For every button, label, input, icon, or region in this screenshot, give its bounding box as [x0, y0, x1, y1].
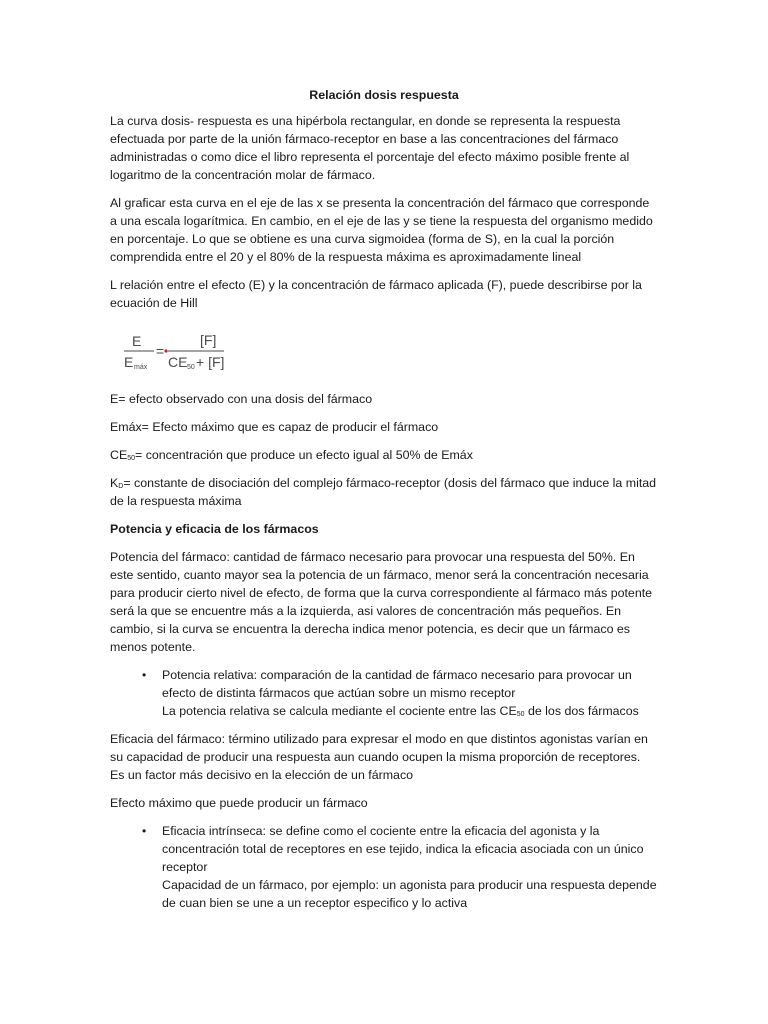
formula-emax-sub: máx [134, 364, 148, 371]
formula-marker-dot [164, 349, 167, 352]
bullet-list-potencia [110, 666, 658, 720]
page-title: Relación dosis respuesta [309, 88, 459, 102]
kd-sub: D [118, 483, 124, 490]
ce50-text: = concentración que produce un efecto igual al 50% de Emáx [135, 448, 473, 462]
section-heading-potencia: Potencia y eficacia de los fármacos [110, 522, 319, 536]
formula-e: E [132, 333, 142, 349]
ce50-base: CE [110, 448, 128, 462]
formula-plus-f: + [F] [196, 354, 225, 370]
hill-equation [122, 330, 262, 376]
definition-ce50 [110, 446, 658, 464]
bullet-text-secondary [162, 702, 658, 720]
bullet-sub: 50 [516, 711, 525, 718]
bullet-text: Eficacia intrínseca: se define como el cociente entre la eficacia del agonista y la concentración total de receptores en ese tejido, indica la eficacia asociada con un único receptor [162, 824, 644, 874]
bullet-dot: • [142, 668, 147, 682]
paragraph-curva-intro: La curva dosis- respuesta es una hipérbola rectangular, en donde se representa la respuesta efectuada por parte de la unión fármaco-receptor en base a las concentraciones del fármaco administradas o como dice el libro representa el porcentaje del efecto máximo posible frente al logaritmo de la concentración molar de fármaco. [110, 114, 630, 182]
bullet-text-pre: La potencia relativa se calcula mediante el cociente entre las CE [162, 704, 517, 718]
bullet-text-secondary: Capacidad de un fármaco, por ejemplo: un agonista para producir una respuesta depende de cuan bien se une a un receptor especifico y lo activa [162, 878, 657, 910]
bullet-list-eficacia [110, 822, 658, 912]
formula-ce-base: CE [168, 354, 188, 370]
hill-equation-image [122, 330, 658, 380]
ce50-sub: 50 [127, 455, 136, 462]
bullet-text: Potencia relativa: comparación de la cantidad de fármaco necesario para provocar un efecto de distinta fármacos que actúan sobre un mismo receptor [162, 668, 632, 700]
formula-equals: = [156, 343, 165, 359]
paragraph-hill-intro: L relación entre el efecto (E) y la concentración de fármaco aplicada (F), puede describirse por la ecuación de Hill [110, 278, 642, 310]
formula-numerator: [F] [200, 332, 217, 348]
paragraph-eficacia: Eficacia del fármaco: término utilizado para expresar el modo en que distintos agonistas varían en su capacidad de producir una respuesta aun cuando ocupen la misma proporción de receptores. Es un factor más decisivo en la elección de un fármaco [110, 732, 648, 782]
bullet-dot: • [142, 824, 147, 838]
definition-kd [110, 474, 658, 510]
list-item [142, 822, 658, 912]
paragraph-efecto-maximo: Efecto máximo que puede producir un fármaco [110, 796, 368, 810]
paragraph-grafica: Al graficar esta curva en el eje de las x se presenta la concentración del fármaco que corresponde a una escala logarítmica. En cambio, en el eje de las y se tiene la respuesta del organismo medido en porcentaje. Lo que se obtiene es una curva sigmoidea (forma de S), en la cual la porción comprendida entre el 20 y el 80% de la respuesta máxima es aproximadamente lineal [110, 196, 653, 264]
paragraph-potencia: Potencia del fármaco: cantidad de fármaco necesario para provocar una respuesta del 50%. En este sentido, cuanto mayor sea la potencia de un fármaco, menor será la concentración necesaria para producir cierto nivel de efecto, de forma que la curva correspondiente al fármaco más potente será la que se encuentre más a la izquierda, asi valores de concentración más pequeños. En cambio, si la curva se encuentra la derecha indica menor potencia, es decir que un fármaco es menos potente. [110, 550, 653, 654]
definition-emax: Emáx= Efecto máximo que es capaz de producir el fármaco [110, 420, 439, 434]
kd-text: = constante de disociación del complejo fármaco-receptor (dosis del fármaco que induce la mitad de la respuesta máxima [110, 476, 657, 508]
list-item [142, 666, 658, 720]
formula-ce-sub: 50 [187, 364, 195, 371]
definition-e: E= efecto observado con una dosis del fármaco [110, 392, 373, 406]
kd-base: K [110, 476, 119, 490]
bullet-text-post: de los dos fármacos [524, 704, 639, 718]
formula-emax-base: E [124, 354, 134, 370]
